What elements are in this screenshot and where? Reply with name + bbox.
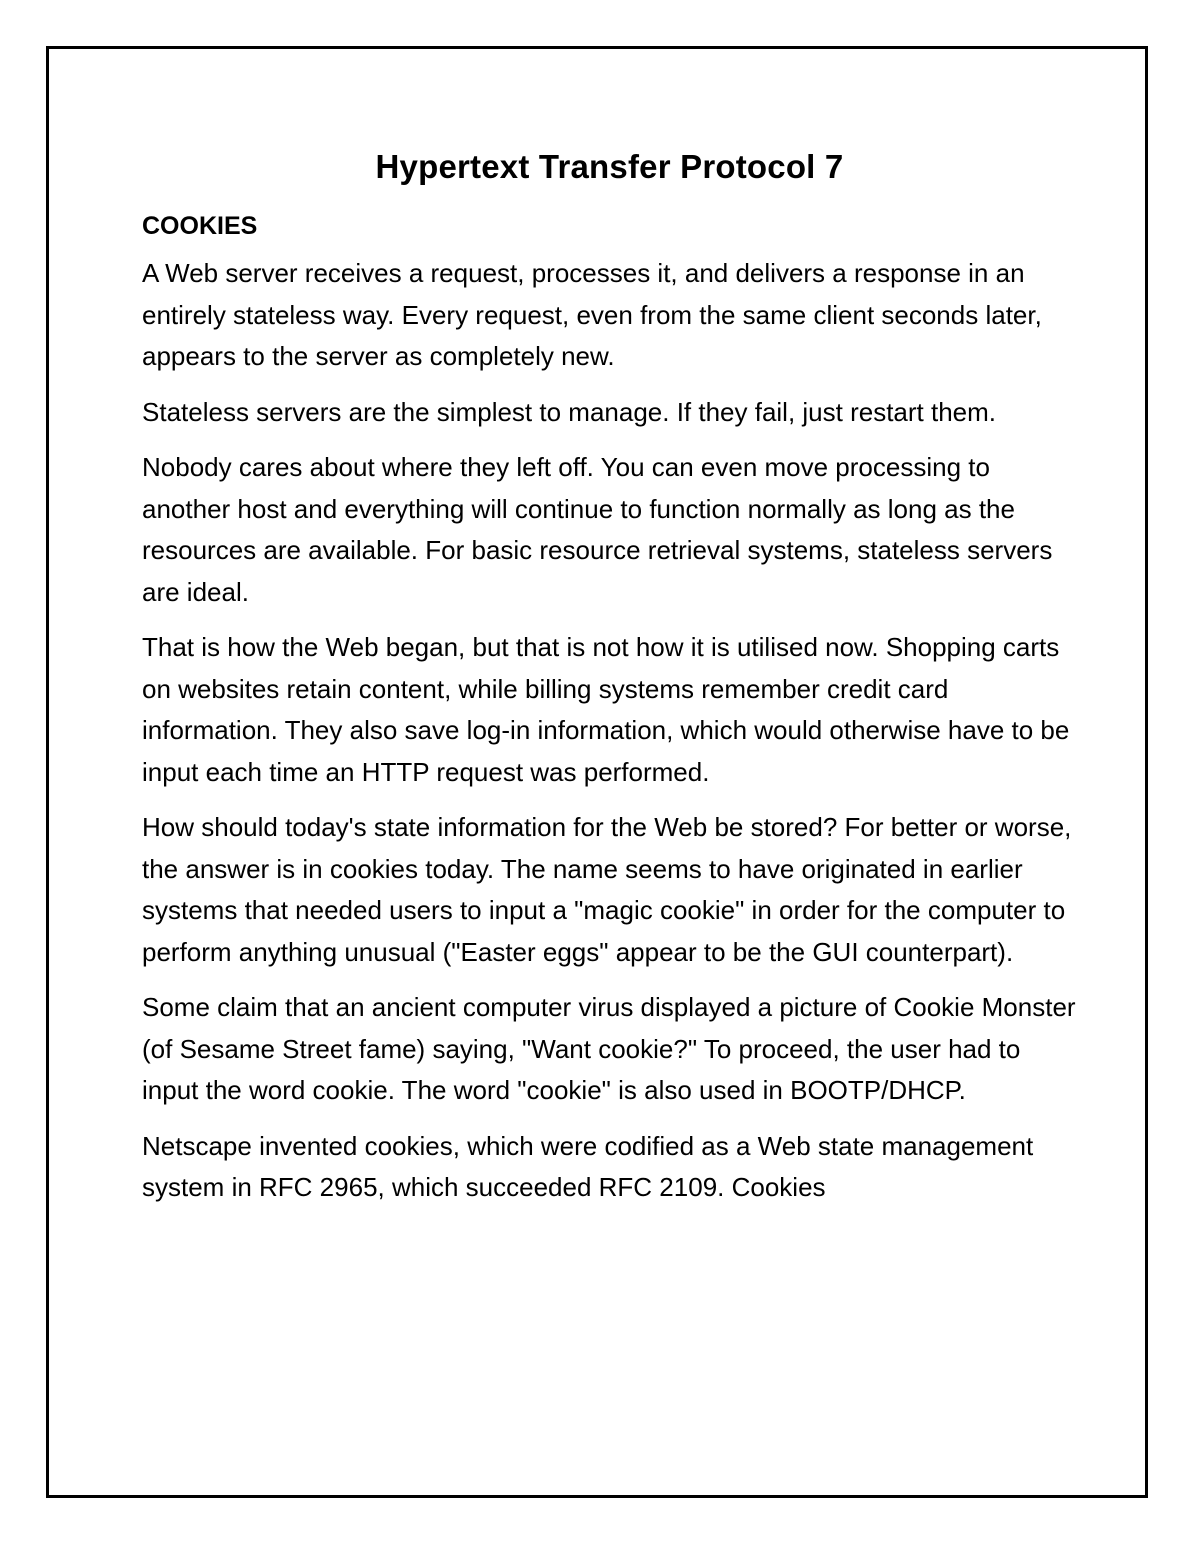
document-body — [142, 145, 1077, 1223]
paragraph-stateless-server: A Web server receives a request, processes it, and delivers a response in an entirely stateless way. Every request, even from the same client seconds later, appears to the server as completely new. — [142, 258, 1042, 371]
paragraph-netscape: Netscape invented cookies, which were codified as a Web state management system in RFC 2965, which succeeded RFC 2109. Cookies — [142, 1130, 1034, 1202]
paragraph-cookie-origin: How should today's state information for the Web be stored? For better or worse, the answer is in cookies today. The name seems to have originated in earlier systems that needed users to input a "magic cookie" in order for the computer to perform anything unusual ("Easter eggs" appear to be the GUI counterpart). — [142, 812, 1072, 967]
paragraph-web-usage: That is how the Web began, but that is not how it is utilised now. Shopping carts on websites retain content, while billing systems remember credit card information. They also save log-in information, which would otherwise have to be input each time an HTTP request was performed. — [142, 632, 1070, 787]
paragraph-resource-retrieval: Nobody cares about where they left off. You can even move processing to another host and everything will continue to function normally as long as the resources are available. For basic resource retrieval systems, stateless servers are ideal. — [142, 452, 1053, 607]
page-title: Hypertext Transfer Protocol 7 — [375, 148, 844, 185]
paragraph-simple-management: Stateless servers are the simplest to manage. If they fail, just restart them. — [142, 396, 997, 427]
paragraph-cookie-monster: Some claim that an ancient computer virus displayed a picture of Cookie Monster (of Sesame Street fame) saying, "Want cookie?" To proceed, the user had to input the word cookie. The word "cookie" is also used in BOOTP/DHCP. — [142, 992, 1076, 1105]
section-heading: COOKIES — [142, 212, 258, 240]
